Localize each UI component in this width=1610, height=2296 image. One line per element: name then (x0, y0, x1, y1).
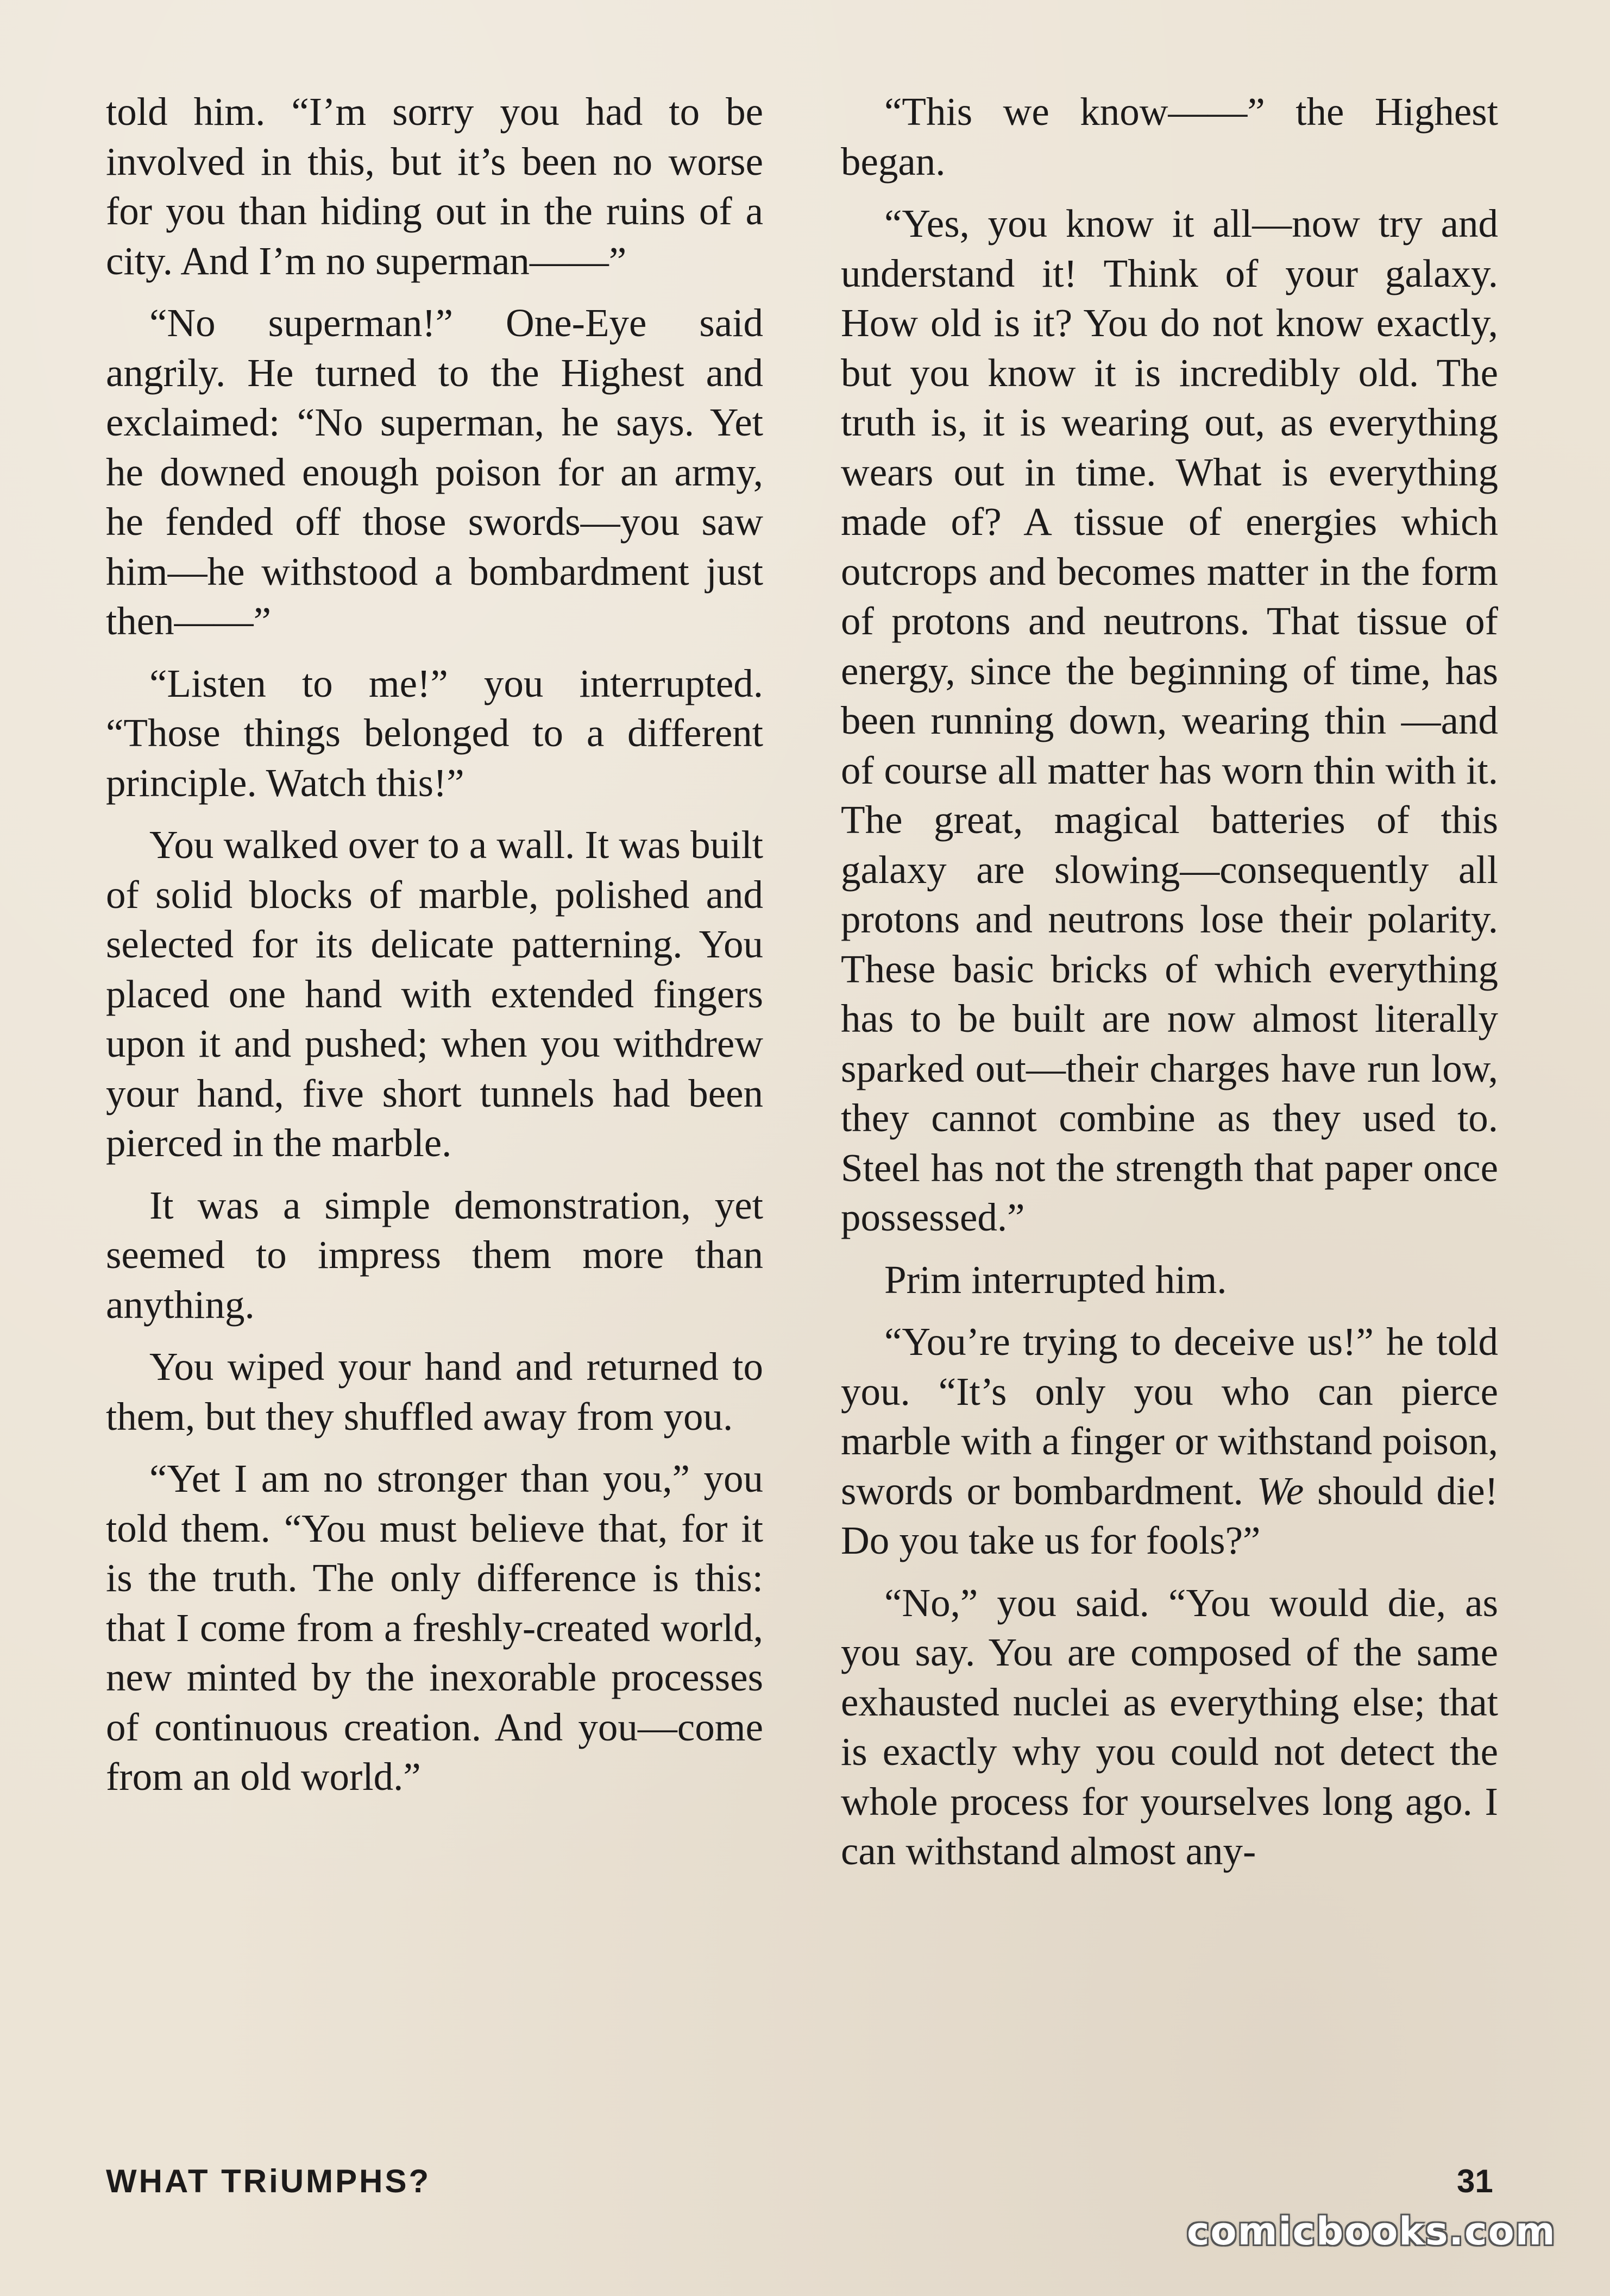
paragraph-text: should die! Do you take us for fools?” (841, 1468, 1498, 1562)
paragraph: It was a simple demonstration, yet seemed to impress them more than anything. (106, 1183, 763, 1327)
right-text-column (841, 87, 1498, 1889)
emphasized-word: We (1256, 1468, 1304, 1513)
watermark: comicbooks.com (1187, 2209, 1556, 2254)
paragraph: told him. “I’m sorry you had to be involved in this, but it’s been no worse for you than hiding out in the ruins of a city. And I’m no superman——” (106, 90, 763, 283)
paragraph: “Yet I am no stronger than you,” you told them. “You must believe that, for it is the truth. The only difference is this: that I come from a freshly-created world, new minted by the inexorable processes of continuous creation. And you—come from an old world.” (106, 1456, 763, 1799)
paragraph: Prim interrupted him. (884, 1257, 1227, 1302)
paragraph (841, 1317, 1498, 1566)
paragraph: “Listen to me!” you interrupted. “Those things belonged to a different principle. Watch this!” (106, 661, 763, 805)
paragraph: “Yes, you know it all—now try and understand it! Think of your galaxy. How old is it? You do not know exactly, but you know it is incredibly old. The truth is, it is wearing out, as everything wears out in time. What is everything made of? A tissue of energies which outcrops and becomes matter in the form of protons and neutrons. That tissue of energy, since the beginning of time, has been running down, wearing thin —and of course all matter has worn thin with it. The great, magical batteries of this galaxy are slowing—consequently all protons and neutrons lose their polarity. These basic bricks of which everything has to be built are now almost literally sparked out—their charges have run low, they cannot combine as they used to. Steel has not the strength that paper once possessed.” (841, 201, 1498, 1239)
left-text-column (106, 87, 763, 1814)
paragraph-text: “You’re trying to deceive us!” he told you. “It’s only you who can pierce marble with a finger or withstand poison, swords or bombardment. (841, 1320, 1498, 1513)
running-title: WHAT TRiUMPHS? (106, 2163, 431, 2199)
paragraph: You walked over to a wall. It was built of solid blocks of marble, polished and selected for its delicate patterning. You placed one hand with extended fingers upon it and pushed; when you withdrew your hand, five short tunnels had been pierced in the marble. (106, 823, 764, 1165)
paragraph: You wiped your hand and returned to them, but they shuffled away from you. (106, 1345, 763, 1439)
paragraph: “No superman!” One-Eye said angrily. He turned to the Highest and exclaimed: “No superman, he says. Yet he downed enough poison for an army, he fended off those swords—you saw him—he withstood a bombardment just then——” (106, 301, 763, 643)
paragraph: “This we know——” the Highest began. (841, 90, 1498, 184)
page-number: 31 (1457, 2163, 1493, 2199)
paragraph: “No,” you said. “You would die, as you say. You are composed of the same exhausted nuclei as everything else; that is exactly why you could not detect the whole process for yourselves long ago. I can withstand almost any- (841, 1580, 1498, 1873)
